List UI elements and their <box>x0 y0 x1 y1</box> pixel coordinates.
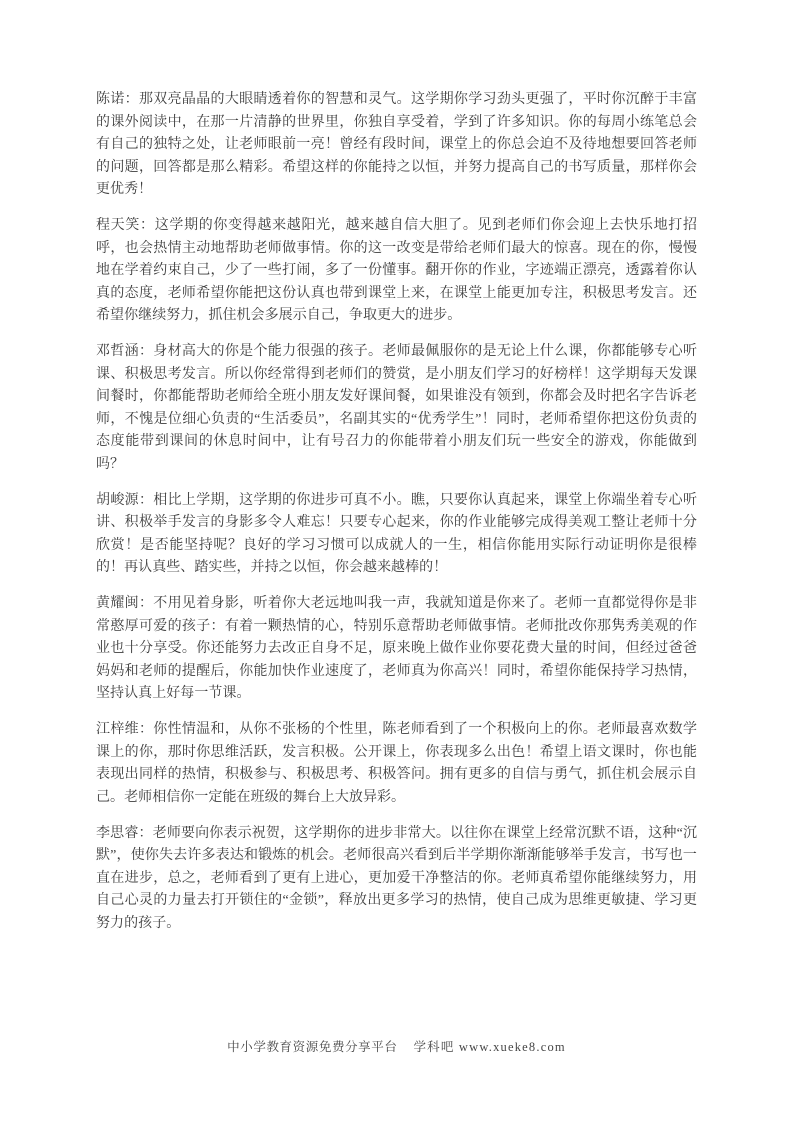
name-separator: ： <box>138 825 153 841</box>
comment-paragraph <box>96 490 697 580</box>
comment-paragraph <box>96 215 697 328</box>
comment-text: 相比上学期，这学期的你进步可真不小。瞧，只要你认真起来，课堂上你端坐着专心听讲、积极举手发言的身影多令人难忘！只要专心起来，你的作业能够完成得美观工整让老师十分欣赏！是否能坚持呢？良好的学习习惯可以成就人的一生，相信你能用实际行动证明你是很棒的！再认真些、踏实些，并持之以恒，你会越来越棒的！ <box>96 492 697 575</box>
footer-platform-text: 中小学教育资源免费分享平台 <box>227 1040 398 1054</box>
comment-paragraph <box>96 823 697 936</box>
student-name: 陈诺 <box>96 92 125 107</box>
name-separator: ： <box>124 92 139 107</box>
student-name: 李思睿 <box>96 825 139 841</box>
comment-text: 不用见着身影，听着你大老远地叫我一声，我就知道是你来了。老师一直都觉得你是非常憨厚可爱的孩子：有着一颗热情的心，特别乐意帮助老师做事情。老师批改你那隽秀美观的作业也十分享受。你还能努力去改正自身不足，原来晚上做作业你要花费大量的时间，但经过爸爸妈妈和老师的提醒后，你能加快作业速度了，老师真为你高兴！同时，希望你能保持学习热情，坚持认真上好每一节课。 <box>96 596 697 701</box>
name-separator: ： <box>138 722 154 737</box>
student-name: 黄耀闽 <box>96 596 139 611</box>
name-separator: ： <box>138 596 154 611</box>
page-footer <box>0 1039 793 1055</box>
student-name: 江梓维 <box>96 722 139 737</box>
name-separator: ： <box>140 218 155 233</box>
comment-paragraph <box>96 89 697 202</box>
student-name: 邓哲涵 <box>96 344 139 359</box>
footer-site-text: 学科吧 www.xueke8.com <box>413 1040 566 1054</box>
comments-body <box>96 89 697 949</box>
comment-text: 这学期的你变得越来越阳光，越来越自信大胆了。见到老师们你会迎上去快乐地打招呼，也会热情主动地帮助老师做事情。你的这一改变是带给老师们最大的惊喜。现在的你，慢慢地在学着约束自己，少了一些打闹，多了一份懂事。翻开你的作业，字迹端正漂亮，透露着你认真的态度，老师希望你能把这份认真也带到课堂上来，在课堂上能更加专注，积极思考发言。还希望你继续努力，抓住机会多展示自己，争取更大的进步。 <box>96 218 697 323</box>
comment-text: 身材高大的你是个能力很强的孩子。老师最佩服你的是无论上什么课，你都能够专心听课、积极思考发言。所以你经常得到老师们的赞赏，是小朋友们学习的好榜样！这学期每天发课间餐时，你都能帮助老师给全班小朋友发好课间餐，如果谁没有领到，你都会及时把名字告诉老师，不愧是位细心负责的“生活委员”，名副其实的“优秀学生”！同时，老师希望你把这份负责的态度能带到课间的休息时间中，让有号召力的你能带着小朋友们玩一些安全的游戏，你能做到吗？ <box>96 344 697 472</box>
name-separator: ： <box>138 492 154 508</box>
comment-paragraph <box>96 719 697 809</box>
comment-text: 你性情温和，从你不张杨的个性里，陈老师看到了一个积极向上的你。老师最喜欢数学课上的你，那时你思维活跃，发言积极。公开课上，你表现多么出色！希望上语文课时，你也能表现出同样的热情，积极参与、积极思考、积极答问。拥有更多的自信与勇气，抓住机会展示自己。老师相信你一定能在班级的舞台上大放异彩。 <box>96 722 697 805</box>
comment-text: 那双亮晶晶的大眼睛透着你的智慧和灵气。这学期你学习劲头更强了，平时你沉醉于丰富的课外阅读中，在那一片清静的世界里，你独自享受着，学到了许多知识。你的每周小练笔总会有自己的独特之处，让老师眼前一亮！曾经有段时间，课堂上的你总会迫不及待地想要回答老师的问题，回答都是那么精彩。希望这样的你能持之以恒，并努力提高自己的书写质量，那样你会更优秀！ <box>96 92 697 197</box>
comment-paragraph <box>96 593 697 706</box>
comment-text: 老师要向你表示祝贺，这学期你的进步非常大。以往你在课堂上经常沉默不语，这种“沉默”，使你失去许多表达和锻炼的机会。老师很高兴看到后半学期你渐渐能够举手发言，书写也一直在进步，总之，老师看到了更有上进心，更加爱干净整洁的你。老师真希望你能继续努力，用自己心灵的力量去打开锁住的“金锁”，释放出更多学习的热情，使自己成为思维更敏捷、学习更努力的孩子。 <box>96 825 697 931</box>
student-name: 胡峻源 <box>96 492 139 508</box>
name-separator: ： <box>138 344 154 359</box>
student-name: 程天笑 <box>96 218 141 233</box>
comment-paragraph <box>96 341 697 476</box>
